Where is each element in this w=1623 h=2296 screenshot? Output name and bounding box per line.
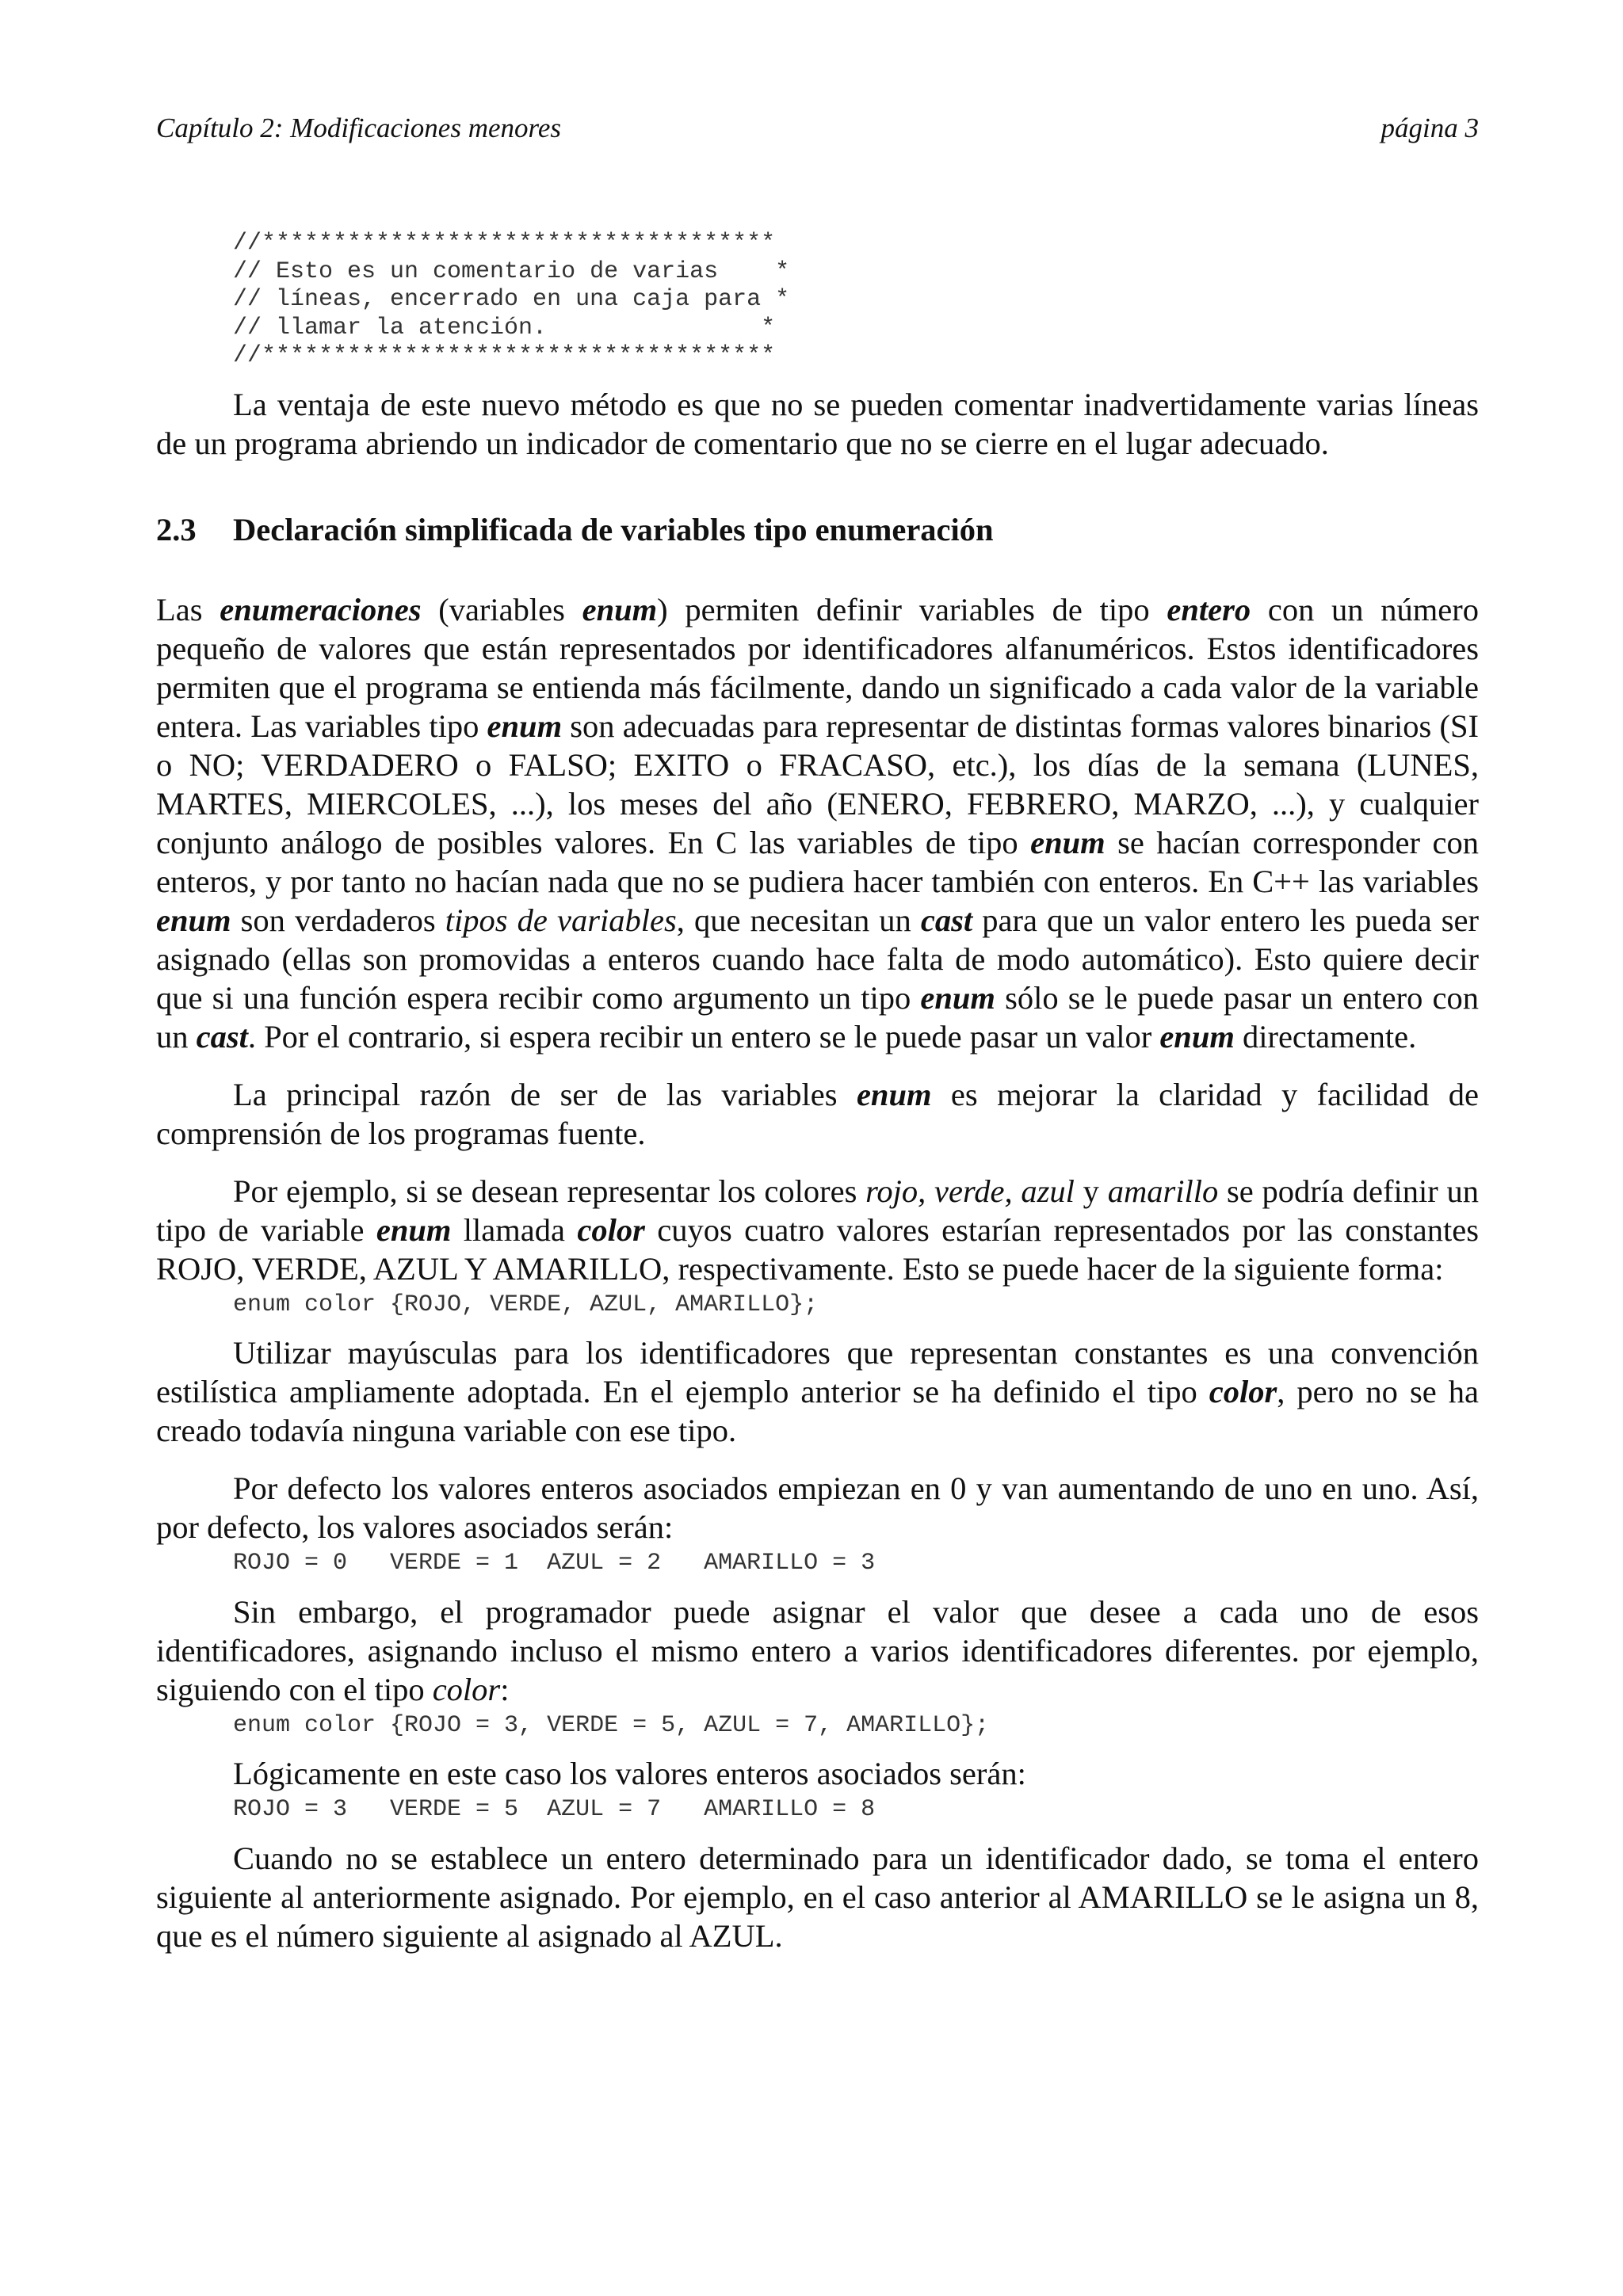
code-enum-declaration: enum color {ROJO, VERDE, AZUL, AMARILLO}; <box>233 1291 819 1318</box>
emphasis-term: enum <box>1030 824 1106 860</box>
page-body <box>156 230 1479 1955</box>
comment-box-code <box>233 230 1479 371</box>
emphasis-term: enum <box>1159 1018 1235 1055</box>
paragraph-uppercase-convention: Utilizar mayúsculas para los identificadores que representan constantes es una convención estilística ampliamente adoptada. En el ejemplo anterior se ha definido el tipo color, pero no se ha creado todavía ninguna variable con ese tipo. <box>156 1335 1479 1448</box>
code-resulting-values: ROJO = 3 VERDE = 5 AZUL = 7 AMARILLO = 8 <box>233 1796 876 1823</box>
emphasis-term: enumeraciones <box>220 591 422 627</box>
emphasis-term: enum <box>920 979 995 1016</box>
emphasis-term: color <box>577 1211 645 1248</box>
code-line: // llamar la atención. * <box>233 314 776 341</box>
emphasis-term: cast <box>196 1018 248 1055</box>
italic-term: color <box>432 1671 501 1707</box>
section-number: 2.3 <box>156 511 197 547</box>
italic-term: amarillo <box>1107 1173 1219 1209</box>
italic-term: rojo, verde, azul <box>865 1173 1075 1209</box>
paragraph-next-integer-rule: Cuando no se establece un entero determinado para un identificador dado, se toma el entero siguiente al anteriormente asignado. Por ejemplo, en el caso anterior al AMARILLO se le asigna un 8, que es el número siguiente al asignado al AZUL. <box>156 1840 1479 1954</box>
emphasis-term: color <box>1209 1374 1277 1409</box>
emphasis-term: enum <box>582 591 658 627</box>
paragraph-default-values: Por defecto los valores enteros asociados empiezan en 0 y van aumentando de uno en uno. Así, por defecto, los valores asociados serán: <box>156 1470 1479 1545</box>
paragraph-enum-definition: Las enumeraciones (variables enum) permiten definir variables de tipo entero con un número pequeño de valores que están representados por identificadores alfanuméricos. Estos identificadores permiten que el programa se entienda más fácilmente, dando un significado a cada valor de la variable entera. Las variables tipo enum son adecuadas para representar de distintas formas valores binarios (SI o NO; VERDADERO o FALSO; EXITO o FRACASO, etc.), los días de la semana (LUNES, MARTES, MIERCOLES, ...), los meses del año (ENERO, FEBRERO, MARZO, ...), y cualquier conjunto análogo de posibles valores. En C las variables de tipo enum se hacían corresponder con enteros, y por tanto no hacían nada que no se pudiera hacer también con enteros. En C++ las variables enum son verdaderos tipos de variables, que necesitan un cast para que un valor entero les pueda ser asignado (ellas son promovidas a enteros cuando hace falta de modo automático). Esto quiere decir que si una función espera recibir como argumento un tipo enum sólo se le puede pasar un entero con un cast. Por el contrario, si espera recibir un entero se le puede pasar un valor enum directamente. <box>156 591 1480 1055</box>
emphasis-term: enum <box>487 707 563 744</box>
running-header-page-number: página 3 <box>1381 113 1479 143</box>
code-default-values: ROJO = 0 VERDE = 1 AZUL = 2 AMARILLO = 3 <box>233 1550 876 1577</box>
emphasis-term: entero <box>1167 591 1251 627</box>
italic-term: tipos de variables <box>445 902 677 938</box>
emphasis-term: enum <box>856 1076 932 1112</box>
paragraph-resulting-values: Lógicamente en este caso los valores enteros asociados serán: <box>233 1756 1026 1791</box>
code-line: //************************************ <box>233 342 776 369</box>
running-header-chapter: Capítulo 2: Modificaciones menores <box>156 113 561 143</box>
emphasis-term: enum <box>376 1211 452 1248</box>
section-title: Declaración simplificada de variables tipo enumeración <box>233 511 994 547</box>
paragraph-color-example: Por ejemplo, si se desean representar los colores rojo, verde, azul y amarillo se podría definir un tipo de variable enum llamada color cuyos cuatro valores estarían representados por las constantes ROJO, VERDE, AZUL Y AMARILLO, respectivamente. Esto se puede hacer de la siguiente forma: <box>156 1173 1480 1287</box>
paragraph-custom-values: Sin embargo, el programador puede asignar el valor que desee a cada uno de esos identificadores, asignando incluso el mismo entero a varios identificadores diferentes. por ejemplo, siguiendo con el tipo color: <box>156 1593 1479 1707</box>
code-line: // Esto es un comentario de varias * <box>233 257 790 285</box>
paragraph-enum-purpose: La principal razón de ser de las variables enum es mejorar la claridad y facilidad de comprensión de los programas fuente. <box>156 1076 1479 1151</box>
section-heading <box>156 510 1479 549</box>
emphasis-term: enum <box>156 902 231 938</box>
paragraph-comment-advantage: La ventaja de este nuevo método es que no se pueden comentar inadvertidamente varias líneas de un programa abriendo un indicador de comentario que no se cierre en el lugar adecuado. <box>156 386 1479 461</box>
code-line: //************************************ <box>233 230 776 257</box>
code-line: // líneas, encerrado en una caja para * <box>233 286 790 313</box>
code-enum-assigned: enum color {ROJO = 3, VERDE = 5, AZUL = 7, AMARILLO}; <box>233 1711 990 1739</box>
emphasis-term: cast <box>920 902 973 938</box>
